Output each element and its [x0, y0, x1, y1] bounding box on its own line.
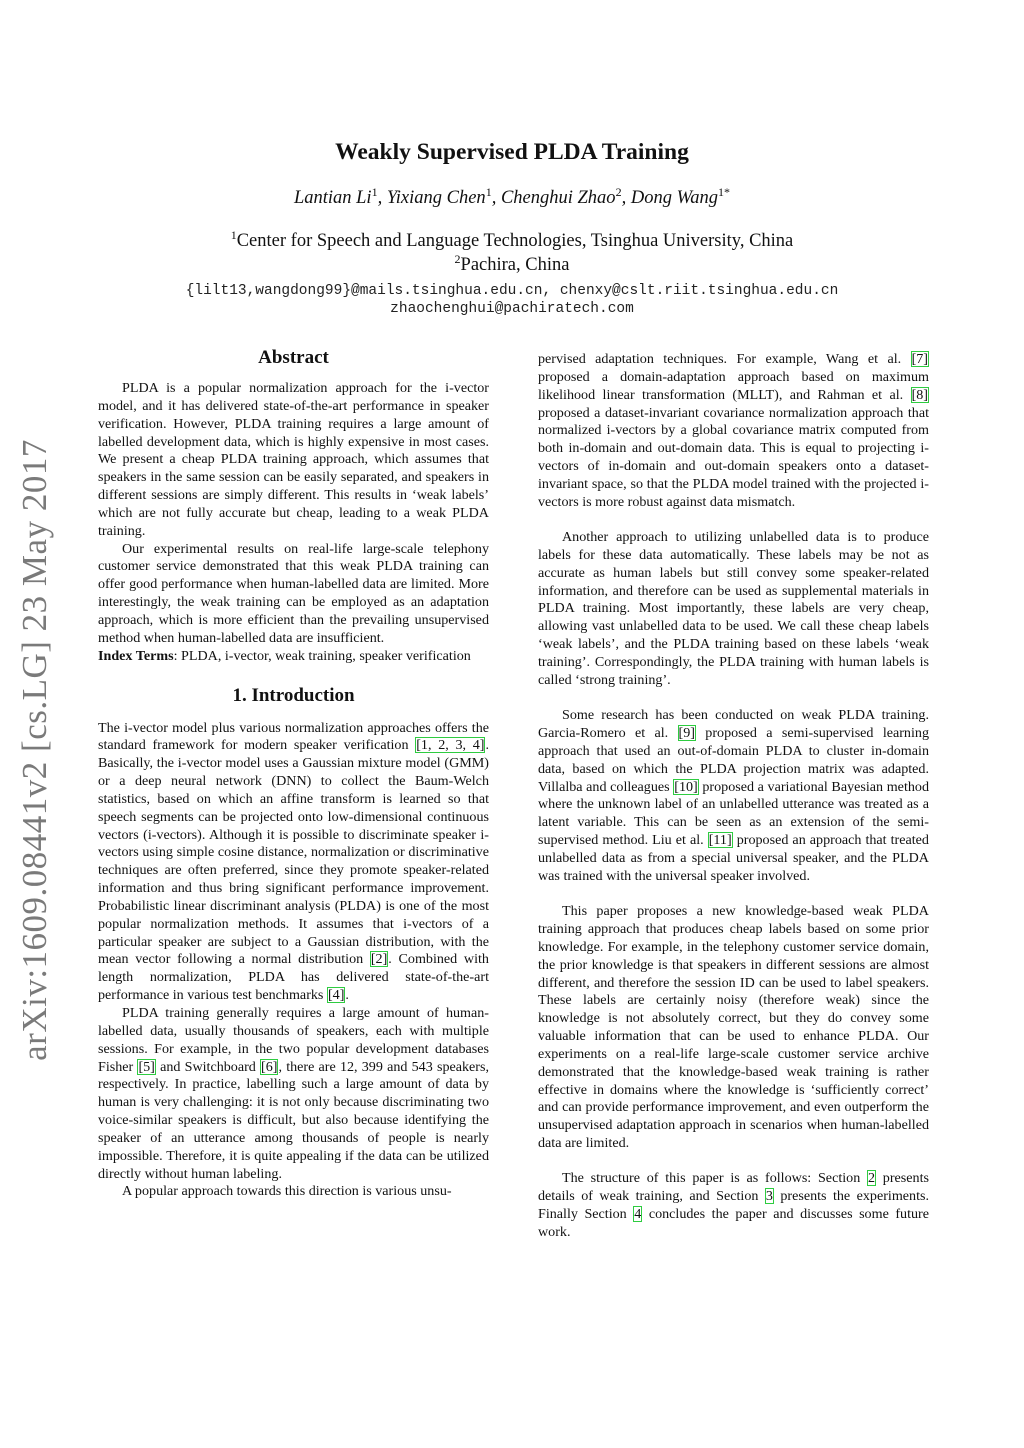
abstract-paragraph: Our experimental results on real-life large-scale telephony customer service demonstrated that this weak PLDA training can offer good performance when human-labelled data are limited. More interestingly, the weak training can be employed as an adaptation approach, which is more efficient than the prevailing unsupervised method when human-labelled data are insufficient.	[98, 540, 489, 646]
citation-link[interactable]: [8]	[911, 386, 928, 403]
paper-title: Weakly Supervised PLDA Training	[335, 139, 689, 165]
intro-paragraph	[98, 1005, 489, 1183]
affiliation-mark: 2	[454, 251, 461, 266]
arxiv-sidebar	[10, 430, 60, 1070]
abstract-paragraph: PLDA is a popular normalization approach for the i-vector model, and it has delivered state-of-the-art performance in speaker verification. However, PLDA training requires a large amount of labelled development data, which is highly expensive in most cases. We present a cheap PLDA training approach, which assumes that speakers in the same session can be easily separated, and speakers in different sessions are simply different. This results in ‘weak labels’ which are not fully accurate but cheap, leading to a weak PLDA training.	[98, 380, 489, 539]
left-column	[98, 346, 489, 1201]
affiliation-2	[0, 251, 1024, 276]
affiliation-text: Pachira, China	[460, 255, 570, 275]
intro-paragraph: This paper proposes a new knowledge-based weak PLDA training approach that produces cheap labels based on some prior knowledge. For example, in the telephony customer service domain, the prior knowledge is that speakers in different sessions are almost different, and therefore the session ID can be used to label speakers. These labels are certainly noisy (therefore weak) since the knowledge is not absolutely correct, but they do convey some valuable information that can be used to enhance PLDA. Our experiments on a real-life large-scale customer service archive demonstrated that the knowledge-based weak training is rather effective in domains where the knowledge is ‘sufficiently correct’ and can provide performance improvement, and even outperform the unsupervised adaptation approach in scenarios when human-labelled data are limited.	[538, 903, 929, 1152]
affiliation-text: Center for Speech and Language Technologies, Tsinghua University, China	[236, 231, 794, 251]
affiliation-1	[0, 227, 1024, 252]
section-link[interactable]: 3	[765, 1188, 773, 1205]
arxiv-identifier: arXiv:1609.08441v2 [cs.LG] 23 May 2017	[15, 439, 54, 1061]
intro-paragraph	[538, 707, 929, 885]
index-terms	[98, 648, 489, 666]
text-run: The i-vector model plus various normalization approaches offers the standard framework for modern speaker verification	[98, 719, 489, 754]
text-run: pervised adaptation techniques. For example, Wang et al.	[538, 351, 911, 367]
section-link[interactable]: 4	[634, 1206, 642, 1223]
abstract-heading: Abstract	[258, 347, 329, 368]
text-run: . Basically, the i-vector model uses a Gaussian mixture model (GMM) or a deep neural network (DNN) to collect the Baum-Welch statistics, based on which an affine transform is learned so that speech segments can be projected onto low-dimensional continuous vectors (i-vectors). Although it is possible to discriminate speaker i-vectors using simple cosine distance, normalization or discriminative techniques are often preferred, since they promote speaker-related information and thus bring significant performance improvement. Probabilistic linear discriminant analysis (PLDA) is one of the most popular normalization methods. It assumes that i-vectors of a particular speaker are subject to a Gaussian distribution, with the mean vector following a normal distribution	[98, 737, 489, 968]
text-run: , there are 12, 399 and 543 speakers, respectively. In practice, labelling such a large amount of data by human is very challenging: it is not only because discriminating two voice-similar speakers is difficult, but also because identifying the speaker of an utterance among thousands of people is nearly impossible. Therefore, it is quite appealing if the data can be utilized directly without human labeling.	[98, 1058, 490, 1182]
text-run: presents details of weak training, and Section	[538, 1170, 929, 1205]
text-run: and Switchboard	[155, 1058, 261, 1075]
citation-link[interactable]: [1, 2, 3, 4]	[416, 737, 485, 754]
author-name: Dong Wang	[630, 188, 719, 208]
citation-link[interactable]: [5]	[138, 1058, 155, 1075]
right-column	[538, 351, 929, 1242]
index-terms-text: : PLDA, i-vector, weak training, speaker verification	[173, 647, 471, 664]
intro-paragraph: A popular approach towards this direction is various unsu-	[122, 1183, 452, 1200]
text-run: presents the experiments. Finally Section	[538, 1188, 930, 1223]
text-run: The structure of this paper is as follows: Section	[562, 1170, 867, 1187]
text-run: . Combined with length normalization, PLDA has delivered state-of-the-art performance in various test benchmarks	[98, 951, 489, 1004]
author-list: Lantian Li$^1$, Yixiang Chen$^1$, Chenghui Zhao$^2$, Dong Wang$^{1*}$	[293, 184, 731, 208]
citation-link[interactable]: [4]	[327, 987, 345, 1004]
index-terms-label: Index Terms	[98, 647, 174, 664]
section-link[interactable]: 2	[868, 1170, 876, 1187]
author-name: Lantian Li	[293, 188, 372, 208]
intro-paragraph	[538, 351, 929, 512]
section-heading-introduction: 1. Introduction	[232, 684, 355, 706]
citation-link[interactable]: [10]	[674, 778, 698, 795]
text-run: PLDA training generally requires a large amount of human-labelled data, usually thousands of speakers, each with multiple sessions. For example, in the two popular development databases Fisher	[98, 1005, 489, 1075]
text-run: proposed a variational Bayesian method where the unknown label of an unlabelled utterance was treated as a latent variable. This can be seen as an extension of the semi-supervised method. Liu et al.	[538, 778, 929, 849]
text-run: proposed a domain-adaptation approach based on maximum likelihood linear transformation (MLLT), and Rahman et al.	[538, 368, 929, 403]
intro-paragraph	[98, 720, 489, 1006]
email-line-1: {lilt13,wangdong99}@mails.tsinghua.edu.cn, chenxy@cslt.riit.tsinghua.edu.cn	[185, 283, 839, 299]
affiliation-mark: 1	[230, 227, 237, 242]
text-run: proposed a dataset-invariant covariance normalization approach that normalized i-vectors by a global covariance matrix computed from both in-domain and out-domain data. This is equal to projecting i-vectors of in-domain and out-domain speakers onto a dataset-invariant space, so that the PLDA model trained with the projected i-vectors is more robust against data mismatch.	[538, 404, 929, 510]
author-affiliation-mark: 1	[371, 184, 378, 199]
citation-link[interactable]: [7]	[911, 351, 928, 367]
text-run: Some research has been conducted on weak PLDA training. Garcia-Romero et al.	[538, 707, 929, 742]
citation-link[interactable]: [2]	[370, 951, 388, 968]
text-run: .	[345, 987, 349, 1004]
author-affiliation-mark: 2	[615, 184, 622, 199]
author-name: Chenghui Zhao	[500, 188, 616, 208]
author-affiliation-mark: 1	[485, 184, 492, 199]
text-run: proposed an approach that treated unlabelled data as from a special universal speaker, and the PLDA was trained with the universal speaker involved.	[538, 832, 929, 884]
author-affiliation-mark: 1*	[718, 184, 731, 199]
email-line-2: zhaochenghui@pachiratech.com	[390, 301, 634, 317]
text-run: concludes the paper and discusses some future work.	[538, 1206, 929, 1240]
author-name: Yixiang Chen	[386, 188, 486, 208]
intro-paragraph	[538, 1170, 929, 1241]
text-run: proposed a semi-supervised learning approach that used an out-of-domain PLDA to cluster in-domain data, based on which the PLDA projection matrix was adapted. Villalba and colleagues	[538, 725, 929, 795]
intro-paragraph: Another approach to utilizing unlabelled data is to produce labels for these data automatically. These labels may be not as accurate as human labels but still convey some speaker-related information, and therefore can be used as supplemental materials in PLDA training. Most importantly, these labels are very cheap, allowing vast unlabelled data to be used. We call these cheap labels ‘weak labels’, and the PLDA training based on these labels ‘weak training’. Correspondingly, the PLDA training with human labels is called ‘strong training’.	[538, 529, 929, 688]
citation-link[interactable]: [11]	[708, 832, 732, 849]
citation-link[interactable]: [9]	[678, 725, 695, 742]
citation-link[interactable]: [6]	[261, 1058, 278, 1075]
